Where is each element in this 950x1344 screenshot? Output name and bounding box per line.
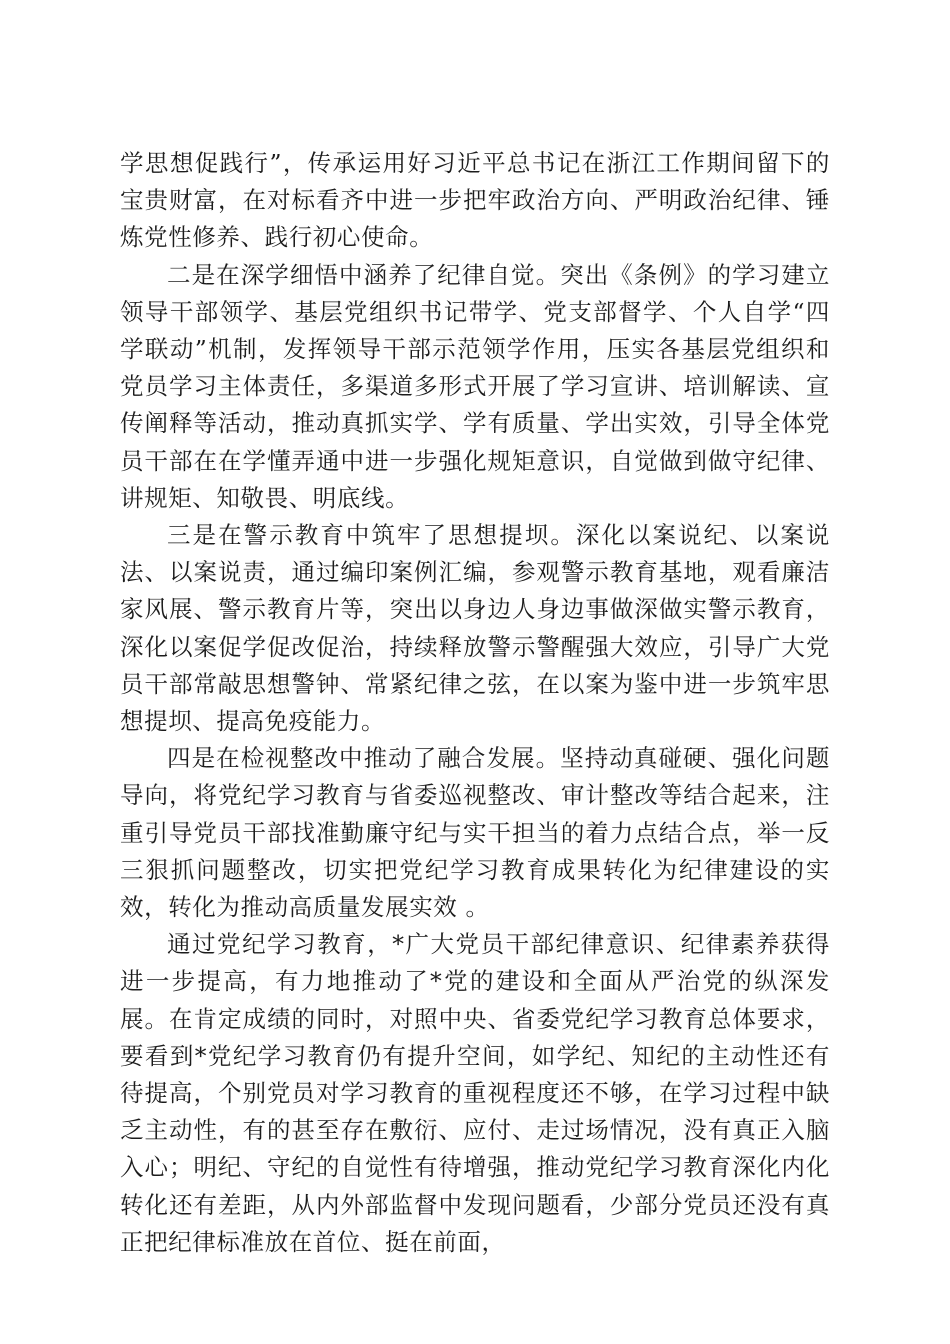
paragraph-point-four: 四是在检视整改中推动了融合发展。坚持动真碰硬、强化问题导向，将党纪学习教育与省委巡视整改、审计整改等结合起来，注重引导党员干部找准勤廉守纪与实干担当的着力点结合点，举一反三狠抓问题整改，切实把党纪学习教育成果转化为纪律建设的实效，转化为推动高质量发展实效 。 bbox=[120, 744, 830, 922]
paragraph-point-three: 三是在警示教育中筑牢了思想提坝。深化以案说纪、以案说法、以案说责，通过编印案例汇编，参观警示教育基地，观看廉洁家风展、警示教育片等，突出以身边人身边事做深做实警示教育，深化以案促学促改促治，持续释放警示警醒强大效应，引导广大党员干部常敲思想警钟、常紧纪律之弦，在以案为鉴中进一步筑牢思想提坝、提高免疫能力。 bbox=[120, 521, 830, 736]
paragraph-summary: 通过党纪学习教育，*广大党员干部纪律意识、纪律素养获得进一步提高，有力地推动了*党的建设和全面从严治党的纵深发展。在肯定成绩的同时，对照中央、省委党纪学习教育总体要求，要看到*党纪学习教育仍有提升空间，如学纪、知纪的主动性还有待提高，个别党员对学习教育的重视程度还不够，在学习过程中缺乏主动性，有的甚至存在敷衍、应付、走过场情况，没有真正入脑入心；明纪、守纪的自觉性有待增强，推动党纪学习教育深化内化转化还有差距，从内外部监督中发现问题看，少部分党员还没有真正把纪律标准放在首位、挺在前面， bbox=[120, 930, 830, 1256]
document-body bbox=[120, 145, 830, 1261]
paragraph-continuation: 学思想促践行”，传承运用好习近平总书记在浙江工作期间留下的宝贵财富，在对标看齐中进一步把牢政治方向、严明政治纪律、锤炼党性修养、践行初心使命。 bbox=[120, 149, 830, 252]
paragraph-point-two: 二是在深学细悟中涵养了纪律自觉。突出《条例》的学习建立领导干部领学、基层党组织书记带学、党支部督学、个人自学“四学联动”机制，发挥领导干部示范领学作用，压实各基层党组织和党员学习主体责任，多渠道多形式开展了学习宣讲、培训解读、宣传阐释等活动，推动真抓实学、学有质量、学出实效，引导全体党员干部在在学懂弄通中进一步强化规矩意识，自觉做到做守纪律、讲规矩、知敬畏、明底线。 bbox=[120, 260, 830, 512]
